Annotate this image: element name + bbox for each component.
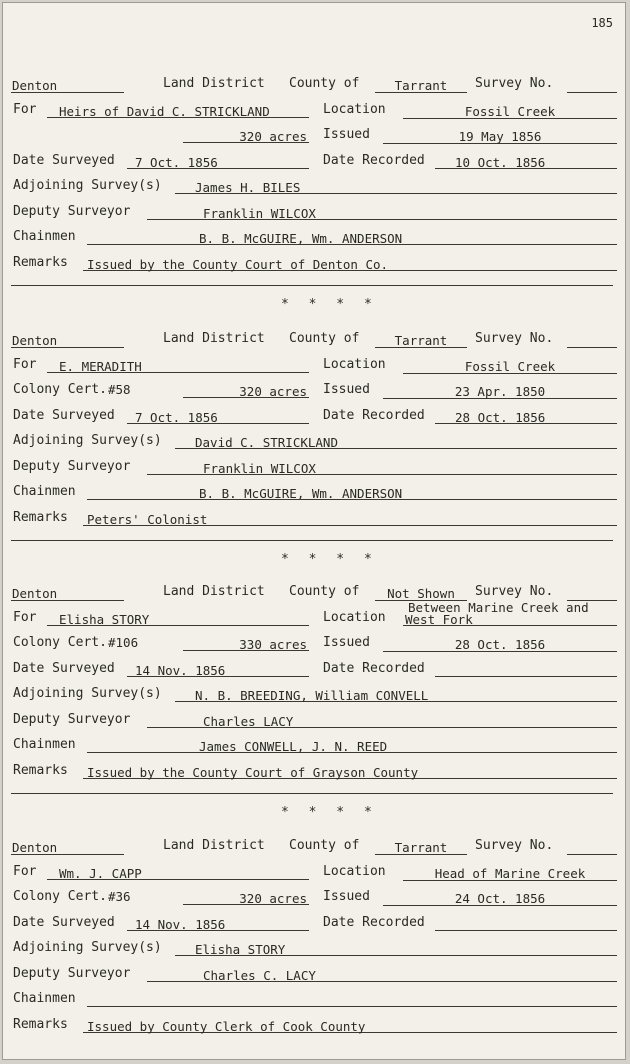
date-surveyed-label: Date Surveyed [13,660,115,676]
acres-field: 320 acres [183,385,309,398]
remarks-label: Remarks [13,762,68,778]
remarks-continuation-line [11,793,613,794]
date-recorded-field: 28 Oct. 1856 [435,411,617,424]
deputy-label: Deputy Surveyor [13,458,131,474]
colony-cert-label: Colony Cert. [13,635,107,650]
district-field: Denton [11,841,124,855]
date-surveyed-label: Date Surveyed [13,407,115,423]
deputy-field: Charles LACY [147,715,617,728]
chainmen-field: James CONWELL, J. N. REED [87,740,617,753]
adjoining-field: James H. BILES [175,181,617,194]
adjoining-label: Adjoining Survey(s) [13,940,162,955]
issued-label: Issued [323,127,370,142]
page-number: 185 [591,16,613,30]
deputy-label: Deputy Surveyor [13,965,131,981]
chainmen-label: Chainmen [13,991,76,1006]
date-recorded-field [435,664,617,677]
issued-label: Issued [323,889,370,904]
adjoining-field: David C. STRICKLAND [175,436,617,449]
for-field: Wm. J. CAPP [47,867,309,880]
chainmen-label: Chainmen [13,229,76,244]
location-field: Fossil Creek [403,360,617,374]
issued-label: Issued [323,635,370,650]
date-surveyed-label: Date Surveyed [13,152,115,168]
county-of-label: County of [289,76,360,91]
deputy-label: Deputy Surveyor [13,711,131,727]
location-field: Fossil Creek [403,105,617,119]
district-field: Denton [11,587,124,601]
land-district-label: Land District [163,584,265,599]
location-label: Location [323,101,386,117]
remarks-continuation-line [11,285,613,286]
remarks-field: Issued by the County Court of Grayson County [83,766,617,779]
district-field: Denton [11,334,124,348]
survey-no-label: Survey No. [475,331,554,346]
location-field: Head of Marine Creek [403,867,617,881]
county-of-label: County of [289,838,360,853]
county-of-label: County of [289,584,360,599]
issued-field: 28 Oct. 1856 [383,638,617,652]
county-field: Not Shown [375,587,467,601]
colony-cert-label: Colony Cert. [13,889,107,904]
date-recorded-label: Date Recorded [323,152,425,168]
date-recorded-label: Date Recorded [323,407,425,423]
issued-field: 24 Oct. 1856 [383,892,617,906]
survey-no-field [567,79,617,93]
acres-field: 330 acres [183,638,309,651]
date-recorded-label: Date Recorded [323,660,425,676]
remarks-label: Remarks [13,254,68,270]
for-label: For [13,609,37,625]
record-separator: * * * * [281,551,378,567]
date-surveyed-label: Date Surveyed [13,914,115,930]
land-district-label: Land District [163,838,265,853]
record-separator: * * * * [281,296,378,312]
document-page [2,2,626,1060]
chainmen-field: B. B. McGUIRE, Wm. ANDERSON [87,232,617,245]
remarks-label: Remarks [13,1016,68,1032]
location-field: West Fork [403,613,617,626]
date-surveyed-field: 7 Oct. 1856 [127,156,309,169]
survey-no-label: Survey No. [475,76,554,91]
chainmen-label: Chainmen [13,484,76,499]
county-field: Tarrant [375,79,467,93]
county-field: Tarrant [375,841,467,855]
remarks-field: Issued by County Clerk of Cook County [83,1020,617,1033]
land-district-label: Land District [163,76,265,91]
survey-no-field [567,334,617,348]
deputy-label: Deputy Surveyor [13,203,131,219]
adjoining-field: Elisha STORY [175,943,617,956]
record-separator: * * * * [281,804,378,820]
cert-number: #36 [108,889,131,904]
for-field: Elisha STORY [47,613,309,626]
remarks-label: Remarks [13,509,68,525]
for-field: Heirs of David C. STRICKLAND [47,105,309,118]
date-recorded-label: Date Recorded [323,914,425,930]
chainmen-label: Chainmen [13,737,76,752]
issued-field: 23 Apr. 1850 [383,385,617,399]
survey-no-label: Survey No. [475,838,554,853]
adjoining-field: N. B. BREEDING, William CONVELL [175,689,617,702]
deputy-field: Charles C. LACY [147,969,617,982]
chainmen-field: B. B. McGUIRE, Wm. ANDERSON [87,487,617,500]
issued-label: Issued [323,382,370,397]
location-field-line1: Between Marine Creek and [408,599,589,615]
date-surveyed-field: 14 Nov. 1856 [127,664,309,677]
adjoining-label: Adjoining Survey(s) [13,686,162,701]
cert-number: #58 [108,382,131,397]
survey-no-field [567,841,617,855]
colony-cert-label: Colony Cert. [13,382,107,397]
for-label: For [13,863,37,879]
location-label: Location [323,356,386,372]
date-surveyed-field: 7 Oct. 1856 [127,411,309,424]
acres-field: 320 acres [183,130,309,143]
for-label: For [13,101,37,117]
location-label: Location [323,863,386,879]
remarks-continuation-line [11,540,613,541]
deputy-field: Franklin WILCOX [147,462,617,475]
cert-number: #106 [108,635,139,650]
issued-field: 19 May 1856 [383,130,617,144]
land-district-label: Land District [163,331,265,346]
date-recorded-field [435,918,617,931]
for-field: E. MERADITH [47,360,309,373]
acres-field: 320 acres [183,892,309,905]
chainmen-field [87,994,617,1007]
location-label: Location [323,609,386,625]
remarks-field: Peters' Colonist [83,513,617,526]
deputy-field: Franklin WILCOX [147,207,617,220]
remarks-field: Issued by the County Court of Denton Co. [83,258,617,271]
county-of-label: County of [289,331,360,346]
district-field: Denton [11,79,124,93]
date-recorded-field: 10 Oct. 1856 [435,156,617,169]
county-field: Tarrant [375,334,467,348]
survey-no-label: Survey No. [475,584,554,599]
adjoining-label: Adjoining Survey(s) [13,433,162,448]
adjoining-label: Adjoining Survey(s) [13,178,162,193]
date-surveyed-field: 14 Nov. 1856 [127,918,309,931]
for-label: For [13,356,37,372]
